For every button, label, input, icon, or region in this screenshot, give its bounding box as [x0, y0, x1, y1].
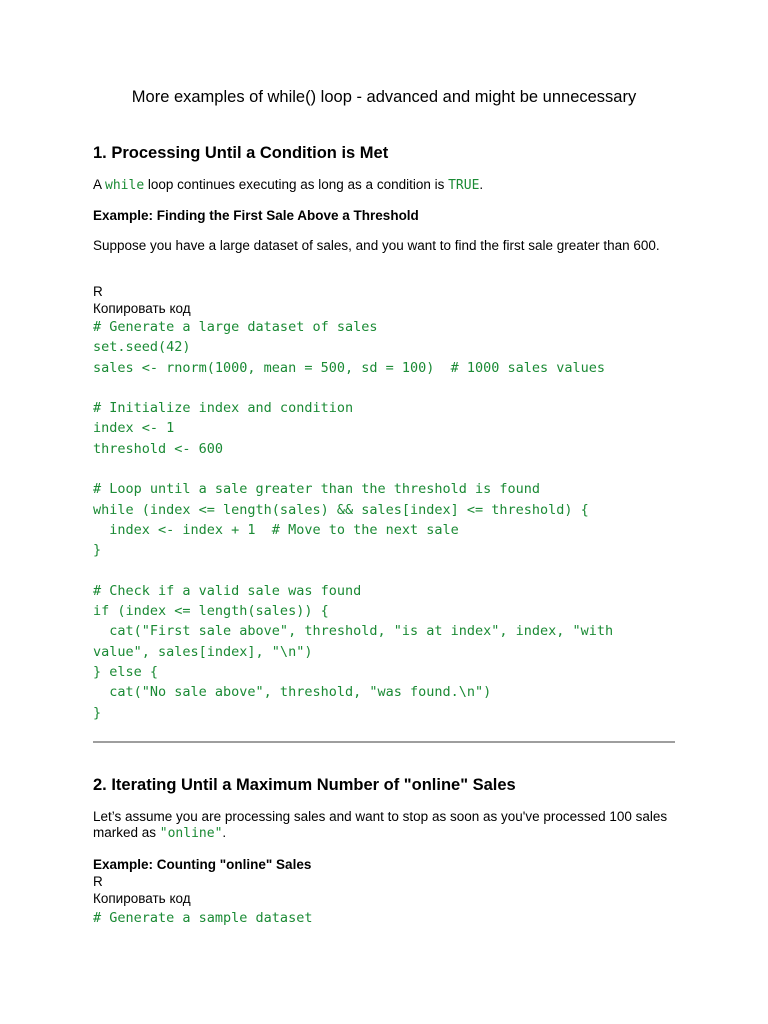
section2-example-title: Example: Counting "online" Sales	[93, 857, 312, 872]
code-language-label-2: R	[93, 874, 103, 889]
section-divider	[93, 741, 675, 743]
page-title: More examples of while() loop - advanced and might be unnecessary	[131, 88, 637, 106]
inline-code-online: "online"	[159, 826, 223, 841]
copy-code-button[interactable]: Копировать код	[93, 301, 191, 316]
code-block: # Generate a large dataset of sales set.seed(42) sales <- rnorm(1000, mean = 500, sd = 100) # 1000 sales values # Initialize index and condition index <- 1 threshold <- 600 # Loop until a sale greater than the threshold is found while (index <= length(sales) && sales[index] <= threshold) { index <- index + 1 # Move to the next sale } # Check if a valid sale was found if (index <= length(sales)) { cat("First sale above", threshold, "is at index", index, "with value", sales[index], "\n") } else { cat("No sale above", threshold, "was found.\n") }	[93, 319, 614, 721]
section1-description: Suppose you have a large dataset of sales, and you want to find the first sale greater than 600.	[93, 238, 660, 253]
inline-code-true: TRUE	[448, 178, 480, 193]
section1-intro	[93, 177, 683, 194]
intro-text-suffix: .	[479, 177, 484, 192]
copy-code-button-2[interactable]: Копировать код	[93, 891, 191, 906]
section2-heading: 2. Iterating Until a Maximum Number of "online" Sales	[93, 776, 516, 794]
code-language-label: R	[93, 284, 103, 299]
intro-text-middle: loop continues executing as long as a condition is	[144, 177, 449, 192]
code-block-2: # Generate a sample dataset	[93, 910, 313, 926]
section2-intro-suffix: .	[222, 825, 227, 840]
section2-intro	[93, 809, 673, 842]
section1-example-title: Example: Finding the First Sale Above a Threshold	[93, 208, 419, 223]
intro-text-prefix: A	[93, 177, 106, 192]
section1-heading: 1. Processing Until a Condition is Met	[93, 144, 389, 162]
section2-intro-text: Let’s assume you are processing sales and want to stop as soon as you've processed 100 sales marked as	[93, 809, 668, 840]
inline-code-while: while	[105, 178, 145, 193]
